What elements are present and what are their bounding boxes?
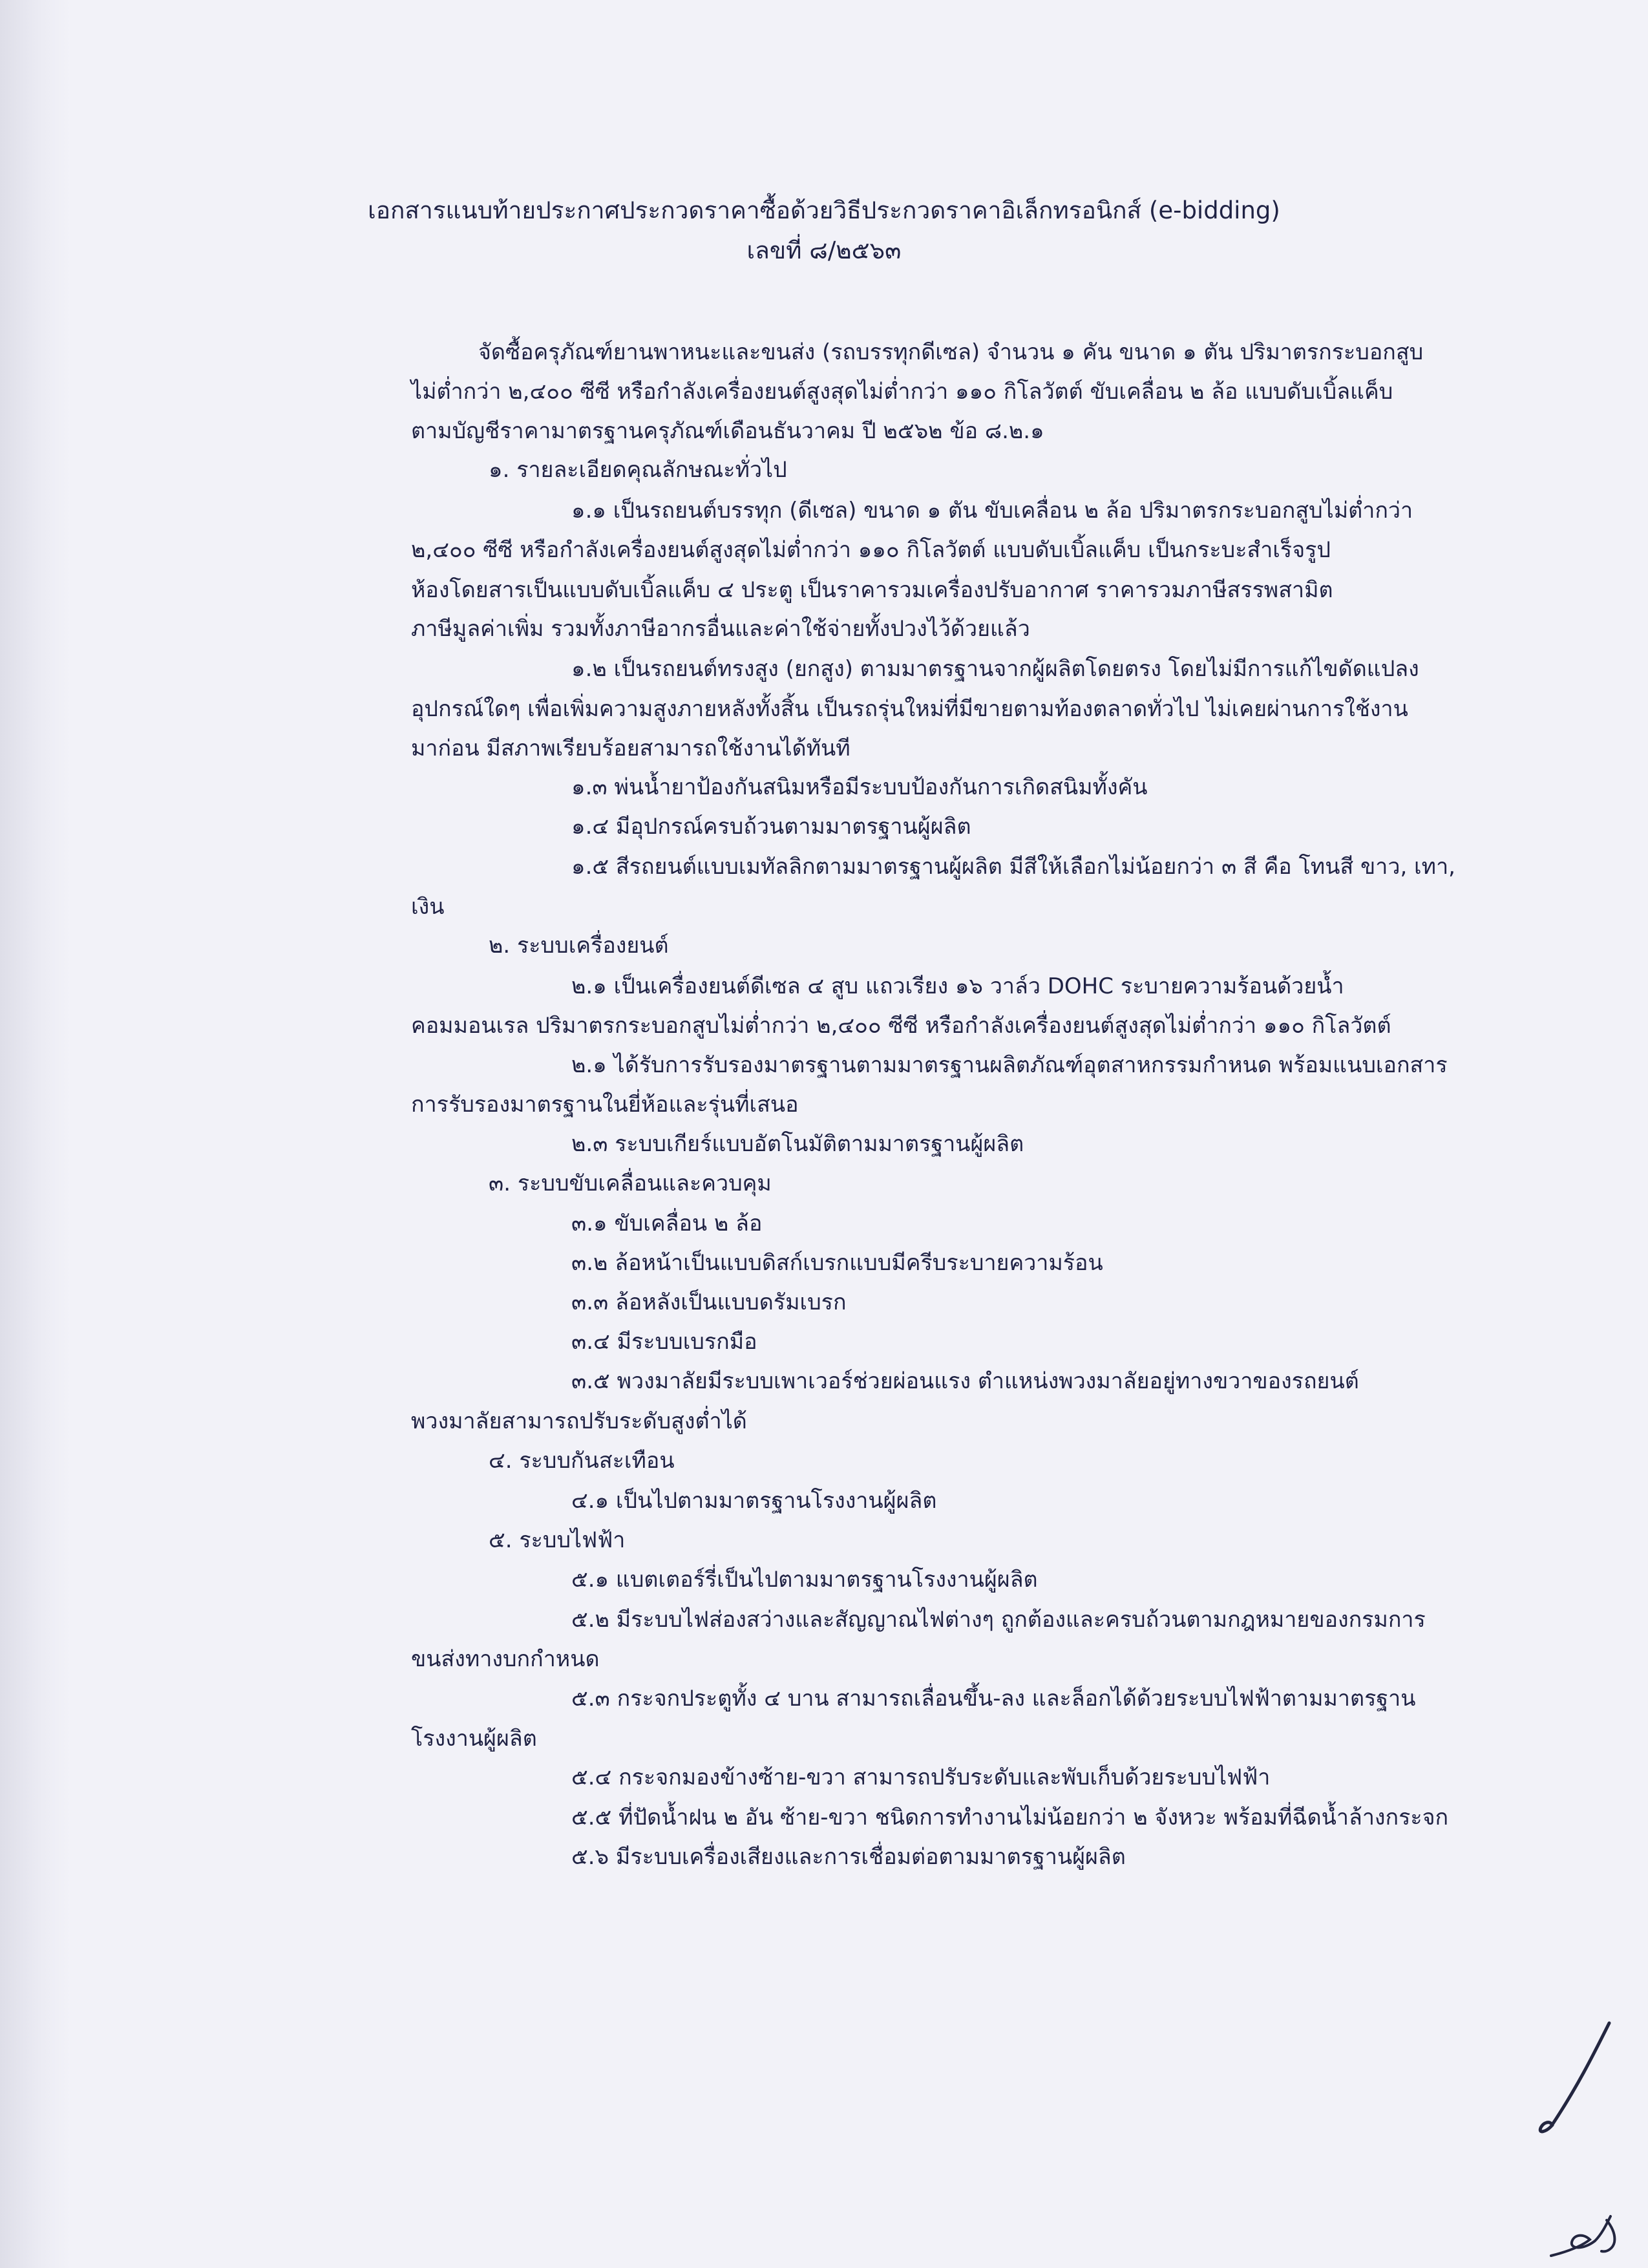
item-5-6: ๕.๖ มีระบบเครื่องเสียงและการเชื่อมต่อตามมาตรฐานผู้ผลิต (571, 1844, 1126, 1870)
item-1-2-line-1: ๑.๒ เป็นรถยนต์ทรงสูง (ยกสูง) ตามมาตรฐานจากผู้ผลิตโดยตรง โดยไม่มีการแก้ไขดัดแปลง (571, 656, 1419, 682)
item-1-2-line-2: อุปกรณ์ใดๆ เพื่อเพิ่มความสูงภายหลังทั้งสิ้น เป็นรถรุ่นใหม่ที่มีขายตามท้องตลาดทั่วไป ไม่เคยผ่านการใช้งาน (411, 696, 1408, 722)
item-1-1-line-1: ๑.๑ เป็นรถยนต์บรรทุก (ดีเซล) ขนาด ๑ ตัน ขับเคลื่อน ๒ ล้อ ปริมาตรกระบอกสูบไม่ต่ำกว่า (571, 498, 1413, 524)
item-5-5: ๕.๕ ที่ปัดน้ำฝน ๒ อัน ซ้าย-ขวา ชนิดการทำงานไม่น้อยกว่า ๒ จังหวะ พร้อมที่ฉีดน้ำล้างกระจก (571, 1805, 1449, 1830)
handwritten-initials (1545, 2194, 1642, 2265)
scan-edge-shadow (0, 0, 71, 2268)
item-3-5-line-1: ๓.๕ พวงมาลัยมีระบบเพาเวอร์ช่วยผ่อนแรง ตำแหน่งพวงมาลัยอยู่ทางขวาของรถยนต์ (571, 1368, 1359, 1394)
section-5-heading: ๕. ระบบไฟฟ้า (489, 1527, 626, 1553)
item-3-3: ๓.๓ ล้อหลังเป็นแบบดรัมเบรก (571, 1289, 847, 1315)
item-5-2-line-2: ขนส่งทางบกกำหนด (411, 1646, 600, 1672)
item-4-1: ๔.๑ เป็นไปตามมาตรฐานโรงงานผู้ผลิต (571, 1488, 937, 1514)
document-title: เอกสารแนบท้ายประกาศประกวดราคาซื้อด้วยวิธีประกวดราคาอิเล็กทรอนิกส์ (e-bidding) (368, 196, 1280, 224)
item-5-3-line-2: โรงงานผู้ผลิต (411, 1726, 537, 1752)
item-1-1-line-3: ห้องโดยสารเป็นแบบดับเบิ้ลแค็บ ๔ ประตู เป็นราคารวมเครื่องปรับอากาศ ราคารวมภาษีสรรพสามิต (411, 577, 1333, 603)
item-3-4: ๓.๔ มีระบบเบรกมือ (571, 1329, 757, 1355)
item-1-3: ๑.๓ พ่นน้ำยาป้องกันสนิมหรือมีระบบป้องกันการเกิดสนิมทั้งคัน (571, 774, 1148, 800)
item-3-5-line-2: พวงมาลัยสามารถปรับระดับสูงต่ำได้ (411, 1408, 747, 1434)
document-number: เลขที่ ๘/๒๕๖๓ (746, 237, 902, 264)
section-4-heading: ๔. ระบบกันสะเทือน (489, 1448, 675, 1474)
item-1-2-line-3: มาก่อน มีสภาพเรียบร้อยสามารถใช้งานได้ทันที (411, 736, 850, 761)
item-2-3: ๒.๓ ระบบเกียร์แบบอัตโนมัติตามมาตรฐานผู้ผลิต (571, 1131, 1024, 1157)
item-1-5-line-1: ๑.๕ สีรถยนต์แบบเมทัลลิกตามมาตรฐานผู้ผลิต มีสีให้เลือกไม่น้อยกว่า ๓ สี คือ โทนสี ขาว, เทา, (571, 854, 1455, 880)
item-2-1-line-2: คอมมอนเรล ปริมาตรกระบอกสูบไม่ต่ำกว่า ๒,๔๐๐ ซีซี หรือกำลังเครื่องยนต์สูงสุดไม่ต่ำกว่า ๑๑๐ กิโลวัตต์ (411, 1013, 1391, 1039)
item-3-2: ๓.๒ ล้อหน้าเป็นแบบดิสก์เบรกแบบมีครีบระบายความร้อน (571, 1250, 1103, 1276)
item-3-1: ๓.๑ ขับเคลื่อน ๒ ล้อ (571, 1211, 763, 1236)
intro-line-2: ไม่ต่ำกว่า ๒,๔๐๐ ซีซี หรือกำลังเครื่องยนต์สูงสุดไม่ต่ำกว่า ๑๑๐ กิโลวัตต์ ขับเคลื่อน ๒ ล้อ แบบดับเบิ้ลแค็บ (411, 379, 1393, 405)
section-3-heading: ๓. ระบบขับเคลื่อนและควบคุม (489, 1171, 772, 1196)
item-2-2-line-2: การรับรองมาตรฐานในยี่ห้อและรุ่นที่เสนอ (411, 1092, 799, 1118)
item-1-1-line-2: ๒,๔๐๐ ซีซี หรือกำลังเครื่องยนต์สูงสุดไม่ต่ำกว่า ๑๑๐ กิโลวัตต์ แบบดับเบิ้ลแค็บ เป็นกระบะสำเร็จรูป (411, 537, 1331, 563)
item-1-4: ๑.๔ มีอุปกรณ์ครบถ้วนตามมาตรฐานผู้ผลิต (571, 814, 971, 840)
item-5-3-line-1: ๕.๓ กระจกประตูทั้ง ๔ บาน สามารถเลื่อนขึ้น-ลง และล็อกได้ด้วยระบบไฟฟ้าตามมาตรฐาน (571, 1686, 1416, 1712)
section-1-heading: ๑. รายละเอียดคุณลักษณะทั่วไป (489, 457, 787, 483)
intro-line-3: ตามบัญชีราคามาตรฐานครุภัณฑ์เดือนธันวาคม ปี ๒๕๖๒ ข้อ ๘.๒.๑ (411, 418, 1044, 444)
item-5-1: ๕.๑ แบตเตอร์รี่เป็นไปตามมาตรฐานโรงงานผู้ผลิต (571, 1567, 1038, 1593)
item-1-1-line-4: ภาษีมูลค่าเพิ่ม รวมทั้งภาษีอากรอื่นและค่าใช้จ่ายทั้งปวงไว้ด้วยแล้ว (411, 616, 1030, 642)
item-2-1-line-1: ๒.๑ เป็นเครื่องยนต์ดีเซล ๔ สูบ แถวเรียง ๑๖ วาล์ว DOHC ระบายความร้อนด้วยน้ำ (571, 973, 1344, 999)
item-5-4: ๕.๔ กระจกมองข้างซ้าย-ขวา สามารถปรับระดับและพับเก็บด้วยระบบไฟฟ้า (571, 1765, 1271, 1790)
intro-line-1: จัดซื้อครุภัณฑ์ยานพาหนะและขนส่ง (รถบรรทุกดีเซล) จำนวน ๑ คัน ขนาด ๑ ตัน ปริมาตรกระบอกสูบ (478, 339, 1424, 365)
section-2-heading: ๒. ระบบเครื่องยนต์ (489, 933, 669, 959)
signature-stroke-mark (1512, 2017, 1622, 2139)
item-5-2-line-1: ๕.๒ มีระบบไฟส่องสว่างและสัญญาณไฟต่างๆ ถูกต้องและครบถ้วนตามกฎหมายของกรมการ (571, 1607, 1426, 1633)
item-2-2-line-1: ๒.๑ ได้รับการรับรองมาตรฐานตามมาตรฐานผลิตภัณฑ์อุตสาหกรรมกำหนด พร้อมแนบเอกสาร (571, 1052, 1448, 1078)
item-1-5-line-2: เงิน (411, 894, 445, 920)
